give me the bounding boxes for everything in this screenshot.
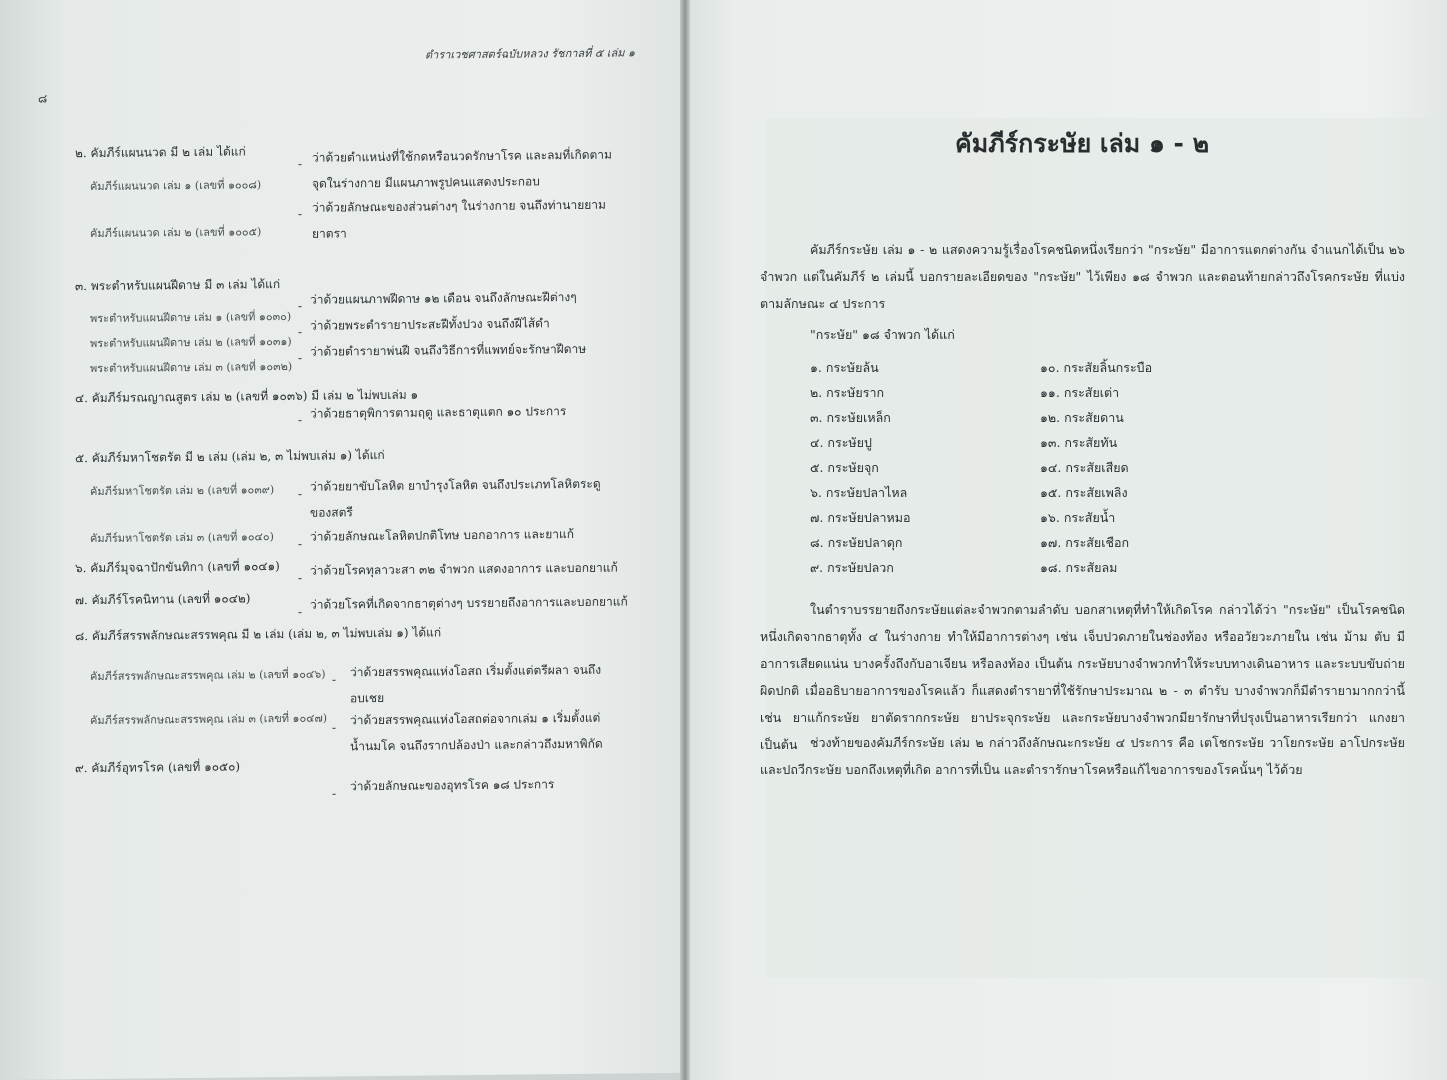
entry-name: พระตำหรับแผนฝีดาษ เล่ม ๓ (เลขที่ ๑๐๓๒) <box>90 359 293 376</box>
entry-name: คัมภีร์สรรพลักษณะสรรพคุณ เล่ม ๒ (เลขที่ ๑๐๔๖) <box>90 667 326 684</box>
list-item: ๑๓. กระสัยทัน <box>1040 435 1118 450</box>
list-item: ๒. กระษัยราก <box>810 385 885 400</box>
dash-mark: - <box>298 206 303 221</box>
page-number: ๘ <box>38 91 48 106</box>
dash-mark: - <box>332 786 337 801</box>
dash-mark: - <box>298 298 303 313</box>
list-item: ๔. กระษัยปู <box>810 435 872 450</box>
list-item: ๘. กระษัยปลาดุก <box>810 535 903 550</box>
entry-desc: ว่าด้วยแผนภาพฝีดาษ ๑๒ เดือน จนถึงลักษณะฝีต่างๆ <box>310 289 577 307</box>
section-heading: ๒. คัมภีร์แผนนวด มี ๒ เล่ม ได้แก่ <box>75 144 246 161</box>
dash-mark: - <box>298 486 303 501</box>
closing-paragraph: ช่วงท้ายของคัมภีร์กระษัย เล่ม ๒ กล่าวถึงลักษณะกระษัย ๔ ประการ คือ เตโชกระษัย วาโยกระษัย อาโปกระษัย และปถวีกระษัย บอกถึงเหตุที่เกิด อาการที่เป็น และตำรารักษาโรคหรือแก้ไขอาการของโรคนั้นๆ ไว้ด้วย <box>760 735 1406 777</box>
list-item: ๑๔. กระสัยเสียด <box>1040 460 1129 475</box>
dash-mark: - <box>332 720 337 735</box>
entry-desc: ว่าด้วยลักษณะของส่วนต่างๆ ในร่างกาย จนถึงท่านายยามยาตรา <box>312 197 606 241</box>
entry-desc: ว่าด้วยสรรพคุณแห่งโอสถ เริ่มตั้งแต่ตรีผลา จนถึงอบเชย <box>350 662 602 706</box>
section-heading: ๔. คัมภีร์มรณญาณสูตร เล่ม ๒ (เลขที่ ๑๐๓๖) มี เล่ม ๒ ไม่พบเล่ม ๑ <box>75 387 419 406</box>
entry-desc: ว่าด้วยธาตุพิการตามฤดู และธาตุแตก ๑๐ ประการ <box>310 404 567 421</box>
entry-desc: ว่าด้วยลักษณะโลหิตปกติโทษ บอกอาการ และยาแก้ <box>310 526 575 544</box>
list-item: ๙. กระษัยปลวก <box>810 560 894 575</box>
dash-mark: - <box>332 672 337 687</box>
entry-desc: ว่าด้วยโรคทุลาวะสา ๓๒ จำพวก แสดงอาการ และบอกยาแก้ <box>310 560 618 578</box>
list-item: ๑๒. กระสัยดาน <box>1040 410 1124 425</box>
entry-name: คัมภีร์แผนนวด เล่ม ๑ (เลขที่ ๑๐๐๘) <box>90 178 262 194</box>
list-item: ๑๖. กระสัยน้ำ <box>1040 510 1116 525</box>
kasai-list-right <box>1040 358 1152 583</box>
entry-name: คัมภีร์มหาโชตรัต เล่ม ๒ (เลขที่ ๑๐๓๙) <box>90 483 275 499</box>
list-item: ๕. กระษัยจุก <box>810 460 879 475</box>
dash-mark: - <box>298 536 303 551</box>
intro-paragraph: คัมภีร์กระษัย เล่ม ๑ - ๒ แสดงความรู้เรื่องโรคชนิดหนึ่งเรียกว่า "กระษัย" มีอาการแตกต่างกัน จำแนกได้เป็น ๒๖ จำพวก แต่ในคัมภีร์ ๒ เล่มนี้ บอกรายละเอียดของ "กระษัย" ไว้เพียง ๑๘ จำพวก และตอนท้ายกล่าวถึงโรคกระษัย ที่แบ่งตามลักษณะ ๔ ประการ <box>760 242 1405 311</box>
running-header: ตำราเวชศาสตร์ฉบับหลวง รัชกาลที่ ๕ เล่ม ๑ <box>425 46 635 62</box>
list-item: ๓. กระษัยเหล็ก <box>810 410 891 425</box>
right-page <box>690 0 1447 1080</box>
entry-desc: ว่าด้วยตำแหน่งที่ใช้กดหรือนวดรักษาโรค และลมที่เกิดตามจุดในร่างกาย มีแผนภาพรูปคนแสดงประกอบ <box>312 147 612 191</box>
body-paragraph: ในตำราบรรยายถึงกระษัยแต่ละจำพวกตามลำดับ บอกสาเหตุที่ทำให้เกิดโรค กล่าวได้ว่า "กระษัย" เป็นโรคชนิดหนึ่งเกิดจากธาตุทั้ง ๔ ในร่างกาย ทำให้มีอาการต่างๆ เช่น เจ็บปวดภายในช่องท้อง หรืออวัยวะภายใน เช่น ม้าม ตับ มีอาการเสียดแน่น บางครั้งถึงกับอาเจียน หรือลงท้อง เป็นต้น กระษัยบางจำพวกทำให้ระบบทางเดินอาหาร และระบบขับถ่ายผิดปกติ เมื่ออธิบายอาการของโรคแล้ว ก็แสดงตำรายาที่ใช้รักษาประมาณ ๒ - ๓ ตำรับ บางจำพวกก็มีตำรายามากกว่านี้ เช่น ยาแก้กระษัย ยาตัดรากกระษัย ยาประจุกระษัย และกระษัยบางจำพวกมียารักษาที่ปรุงเป็นอาหารเรียกว่า แกงยา เป็นต้น <box>760 602 1405 752</box>
dash-mark: - <box>298 350 303 365</box>
entry-desc: ว่าด้วยลักษณะของอุทรโรค ๑๘ ประการ <box>350 777 555 794</box>
list-item: ๑๑. กระสัยเต่า <box>1040 385 1120 400</box>
section-heading: ๗. คัมภีร์โรคนิทาน (เลขที่ ๑๐๔๒) <box>75 591 251 608</box>
section-heading: ๖. คัมภีร์มุจฉาปักขันทิกา (เลขที่ ๑๐๔๑) <box>75 559 280 576</box>
dash-mark: - <box>298 570 303 585</box>
entry-desc: ว่าด้วยตำรายาพ่นฝี จนถึงวิธีการที่แพทย์จะรักษาฝีดาษ <box>310 341 587 359</box>
entry-name: พระตำหรับแผนฝีดาษ เล่ม ๑ (เลขที่ ๑๐๓๐) <box>90 309 292 326</box>
entry-desc: ว่าด้วยยาขับโลหิต ยาบำรุงโลหิต จนถึงประเภทโลหิตระดูของสตรี <box>310 476 601 520</box>
left-page <box>0 0 688 1080</box>
list-item: ๑๕. กระสัยเพลิง <box>1040 485 1128 500</box>
entry-name: คัมภีร์สรรพลักษณะสรรพคุณ เล่ม ๓ (เลขที่ ๑๐๔๗) <box>90 711 328 728</box>
list-intro: "กระษัย" ๑๘ จำพวก ได้แก่ <box>810 327 955 342</box>
dash-mark: - <box>298 324 303 339</box>
section-heading: ๕. คัมภีร์มหาโชตรัต มี ๒ เล่ม (เล่ม ๒, ๓ ไม่พบเล่ม ๑) ได้แก่ <box>75 447 385 466</box>
list-item: ๖. กระษัยปลาไหล <box>810 485 908 500</box>
book-gutter <box>680 0 690 1080</box>
entry-name: พระตำหรับแผนฝีดาษ เล่ม ๒ (เลขที่ ๑๐๓๑) <box>90 334 292 351</box>
dash-mark: - <box>298 156 303 171</box>
entry-name: คัมภีร์มหาโชตรัต เล่ม ๓ (เลขที่ ๑๐๔๐) <box>90 530 274 546</box>
kasai-list-left <box>810 358 911 583</box>
list-item: ๑๐. กระสัยลิ้นกระบือ <box>1040 360 1153 375</box>
entry-desc: ว่าด้วยโรคที่เกิดจากธาตุต่างๆ บรรยายถึงอาการและบอกยาแก้ <box>310 594 628 612</box>
entry-name: คัมภีร์แผนนวด เล่ม ๒ (เลขที่ ๑๐๐๕) <box>90 225 262 241</box>
dash-mark: - <box>298 604 303 619</box>
section-heading: ๙. คัมภีร์อุทรโรค (เลขที่ ๑๐๕๐) <box>75 759 241 776</box>
page-title: คัมภีร์กระษัย เล่ม ๑ - ๒ <box>955 129 1210 158</box>
section-heading: ๓. พระตำหรับแผนฝีดาษ มี ๓ เล่ม ได้แก่ <box>75 277 281 294</box>
entry-desc: ว่าด้วยสรรพคุณแห่งโอสถต่อจากเล่ม ๑ เริ่มตั้งแต่น้ำนมโค จนถึงรากปล้องป่า และกล่าวถึงมหาพิกัด <box>350 710 603 754</box>
list-item: ๑๗. กระสัยเชือก <box>1040 535 1130 550</box>
section-heading: ๘. คัมภีร์สรรพลักษณะสรรพคุณ มี ๒ เล่ม (เล่ม ๒, ๓ ไม่พบเล่ม ๑) ได้แก่ <box>75 625 442 644</box>
dash-mark: - <box>298 412 303 427</box>
list-item: ๑๘. กระสัยลม <box>1040 560 1118 575</box>
entry-desc: ว่าด้วยพระตำรายาประสะฝีทั้งปวง จนถึงฝีไส้ดำ <box>310 316 550 333</box>
list-item: ๗. กระษัยปลาหมอ <box>810 510 911 525</box>
list-item: ๑. กระษัยล้น <box>810 360 879 375</box>
